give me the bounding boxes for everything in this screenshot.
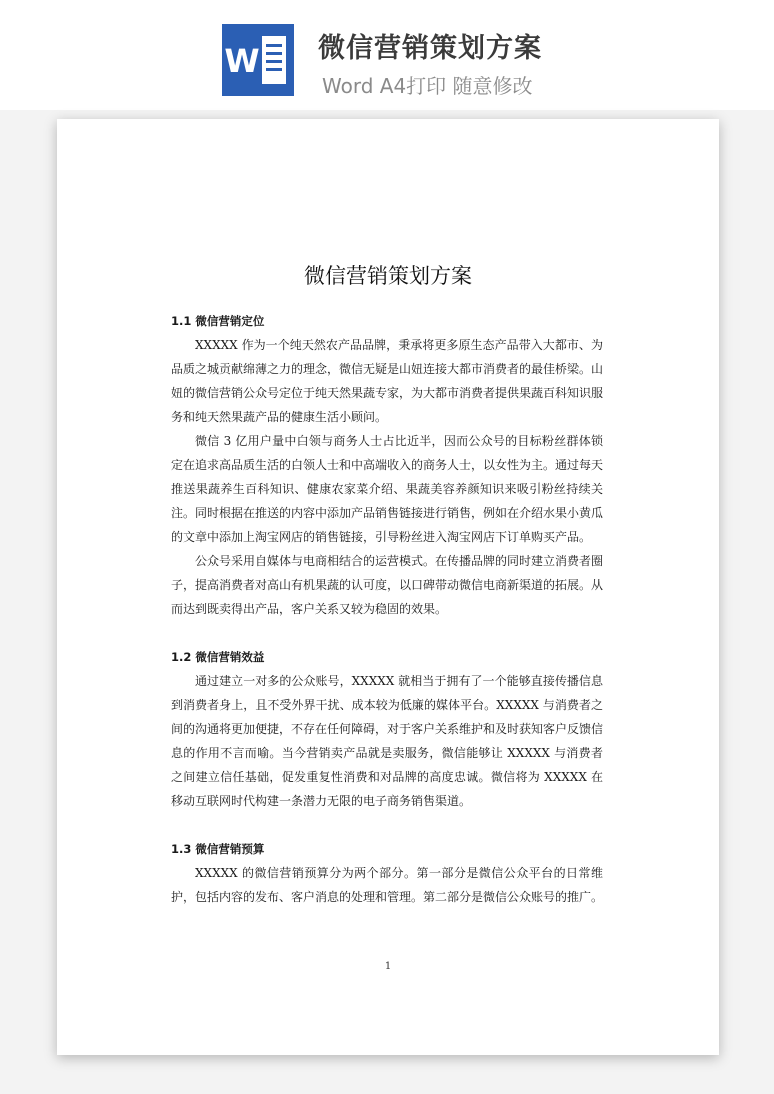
spacer [171,813,603,837]
paragraph: 公众号采用自媒体与电商相结合的运营模式。在传播品牌的同时建立消费者圈子，提高消费者对高山有机果蔬的认可度，以口碑带动微信电商新渠道的拓展。从而达到既卖得出产品，客户关系又较为稳固的效果。 [171,554,604,616]
section-heading: 1.3 微信营销预算 [171,842,265,856]
section-heading: 1.2 微信营销效益 [171,650,265,664]
paragraph: XXXXX 作为一个纯天然农产品品牌，秉承将更多原生态产品带入大都市、为品质之城贡献绵薄之力的理念，微信无疑是山妞连接大都市消费者的最佳桥梁。山妞的微信营销公众号定位于纯天然果蔬专家，为大都市消费者提供果蔬百科知识服务和纯天然果蔬产品的健康生活小顾问。 [171,338,604,424]
document-body [171,309,603,909]
paragraph: XXXXX 的微信营销预算分为两个部分。第一部分是微信公众平台的日常维护，包括内容的发布、客户消息的处理和管理。第二部分是微信公众账号的推广。 [171,866,604,904]
document-page [57,119,719,1055]
word-logo-icon [222,24,294,96]
paragraph: 微信 3 亿用户量中白领与商务人士占比近半，因而公众号的目标粉丝群体锁定在追求高品质生活的白领人士和中高端收入的商务人士，以女性为主。通过每天推送果蔬养生百科知识、健康农家菜介绍、果蔬美容养颜知识来吸引粉丝持续关注。同时根据在推送的内容中添加产品销售链接进行销售，例如在介绍水果小黄瓜的文章中添加上淘宝网店的销售链接，引导粉丝进入淘宝网店下订单购买产品。 [171,434,604,544]
page-number: 1 [384,961,392,972]
section-heading: 1.1 微信营销定位 [171,314,265,328]
header-banner [0,0,774,110]
spacer [171,621,603,645]
banner-title: 微信营销策划方案 [318,33,542,64]
logo-letter: W [224,42,260,80]
document-title: 微信营销策划方案 [304,264,472,288]
banner-subtitle: Word A4打印 随意修改 [322,74,533,98]
paragraph: 通过建立一对多的公众账号，XXXXX 就相当于拥有了一个能够直接传播信息到消费者身上，且不受外界干扰、成本较为低廉的媒体平台。XXXXX 与消费者之间的沟通将更加便捷，不存在任何障碍，对于客户关系维护和及时获知客户反馈信息的作用不言而喻。当今营销卖产品就是卖服务，微信能够让 XXXXX 与消费者之间建立信任基础，促发重复性消费和对品牌的高度忠诚。微信将为 XXXXX 在移动互联网时代构建一条潜力无限的电子商务销售渠道。 [171,674,604,808]
